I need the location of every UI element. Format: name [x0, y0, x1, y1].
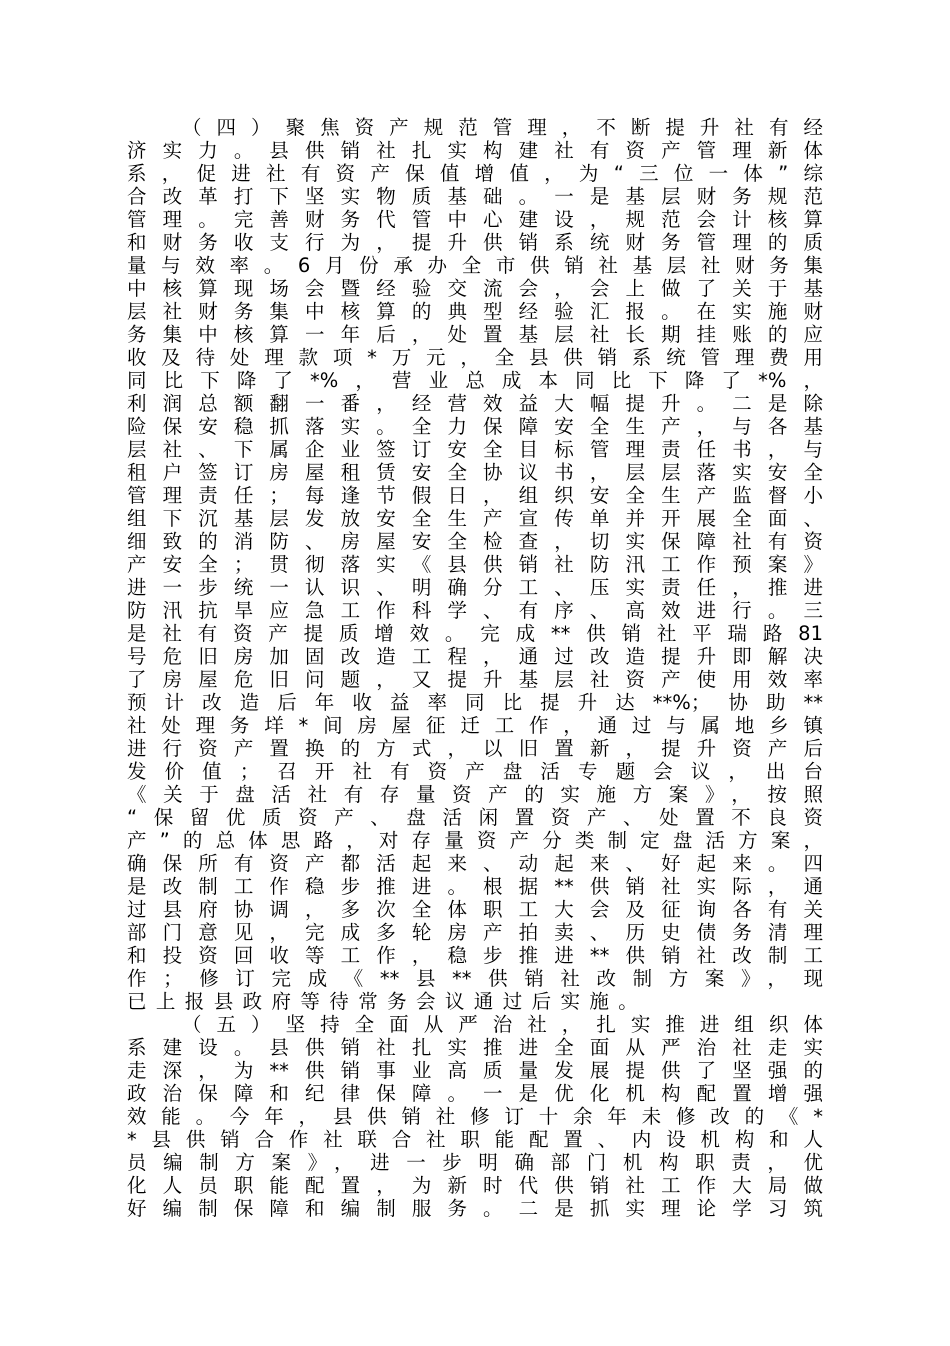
text-line: 号危旧房加固改造工程，通过改造提升即解决 — [127, 645, 823, 668]
text-line: 和财务收支行为，提升供销系统财务管理的质 — [127, 231, 823, 254]
text-line: 发价值；召开社有资产盘活专题会议，出台 — [127, 760, 823, 783]
text-line: 确保所有资产都活起来、动起来、好起来。四 — [127, 852, 823, 875]
text-line: 层社财务集中核算的典型经验汇报。在实施财 — [127, 300, 823, 323]
text-line: 过县府协调，多次全体职工大会及征询各有关 — [127, 898, 823, 921]
paragraph-4-heading-line: （四）聚焦资产规范管理，不断提升社有经 — [182, 116, 823, 139]
text-line: 好编制保障和编制服务。二是抓实理论学习筑 — [127, 1197, 823, 1220]
text-line: 是社有资产提质增效。完成**供销社平瑞路81 — [127, 622, 823, 645]
text-line: 管理责任；每逢节假日，组织安全生产监督小 — [127, 484, 823, 507]
text-line: 社处理务垟*间房屋征迁工作，通过与属地乡镇 — [127, 714, 823, 737]
text-line: 是改制工作稳步推进。根据**供销社实际，通 — [127, 875, 823, 898]
text-line: 同比下降了*%，营业总成本同比下降了*%， — [127, 369, 823, 392]
text-line: 作；修订完成《**县**供销社改制方案》，现 — [127, 967, 823, 990]
text-line: 合改革打下坚实物质基础。一是基层财务规范 — [127, 185, 823, 208]
text-line: *县供销合作社联合社职能配置、内设机构和人 — [127, 1128, 823, 1151]
text-line: 防汛抗旱应急工作科学、有序、高效进行。三 — [127, 599, 823, 622]
text-line: 细致的消防、房屋安全检查，切实保障社有资 — [127, 530, 823, 553]
text-line: 进行资产置换的方式，以旧置新，提升资产后 — [127, 737, 823, 760]
paragraph-5-heading-line: （五）坚持全面从严治社，扎实推进组织体 — [182, 1013, 823, 1036]
text-line: 利润总额翻一番，经营效益大幅提升。二是除 — [127, 392, 823, 415]
text-line: 收及待处理款项*万元，全县供销系统管理费用 — [127, 346, 823, 369]
paragraph-4-last-line: 已上报县政府等待常务会议通过后实施。 — [127, 990, 648, 1013]
text-line: 《关于盘活社有存量资产的实施方案》，按照 — [127, 783, 823, 806]
text-line: 进一步统一认识、明确分工、压实责任，推进 — [127, 576, 823, 599]
text-line: 险保安稳抓落实。全力保障安全生产，与各基 — [127, 415, 823, 438]
text-line: 租户签订房屋租赁安全协议书，层层落实安全 — [127, 461, 823, 484]
text-line: 产安全；贯彻落实《县供销社防汛工作预案》 — [127, 553, 823, 576]
text-line: 中核算现场会暨经验交流会，会上做了关于基 — [127, 277, 823, 300]
text-line: 走深，为**供销事业高质量发展提供了坚强的 — [127, 1059, 823, 1082]
document-body — [127, 116, 823, 1220]
text-line: 组下沉基层发放安全生产宣传单并开展全面、 — [127, 507, 823, 530]
text-line: 预计改造后年收益率同比提升达**%；协助** — [127, 691, 823, 714]
text-line: “保留优质资产、盘活闲置资产、处置不良资 — [127, 806, 823, 829]
text-line: 产”的总体思路，对存量资产分类制定盘活方案， — [127, 829, 823, 852]
text-line: 系建设。县供销社扎实推进全面从严治社走实 — [127, 1036, 823, 1059]
text-line: 效能。今年，县供销社修订十余年未修改的《* — [127, 1105, 823, 1128]
text-line: 济实力。县供销社扎实构建社有资产管理新体 — [127, 139, 823, 162]
text-line: 化人员职能配置，为新时代供销社工作大局做 — [127, 1174, 823, 1197]
text-line: 管理。完善财务代管中心建设，规范会计核算 — [127, 208, 823, 231]
text-line: 部门意见，完成多轮房产拍卖、历史债务清理 — [127, 921, 823, 944]
text-line: 务集中核算一年后，处置基层社长期挂账的应 — [127, 323, 823, 346]
text-line: 和投资回收等工作，稳步推进**供销社改制工 — [127, 944, 823, 967]
text-line: 层社、下属企业签订安全目标管理责任书，与 — [127, 438, 823, 461]
text-line: 系，促进社有资产保值增值，为“三位一体”综 — [127, 162, 823, 185]
text-line: 政治保障和纪律保障。一是优化机构配置增强 — [127, 1082, 823, 1105]
text-line: 了房屋危旧问题，又提升基层社资产使用效率 — [127, 668, 823, 691]
text-line: 员编制方案》，进一步明确部门机构职责，优 — [127, 1151, 823, 1174]
text-line: 量与效率。6月份承办全市供销社基层社财务集 — [127, 254, 823, 277]
